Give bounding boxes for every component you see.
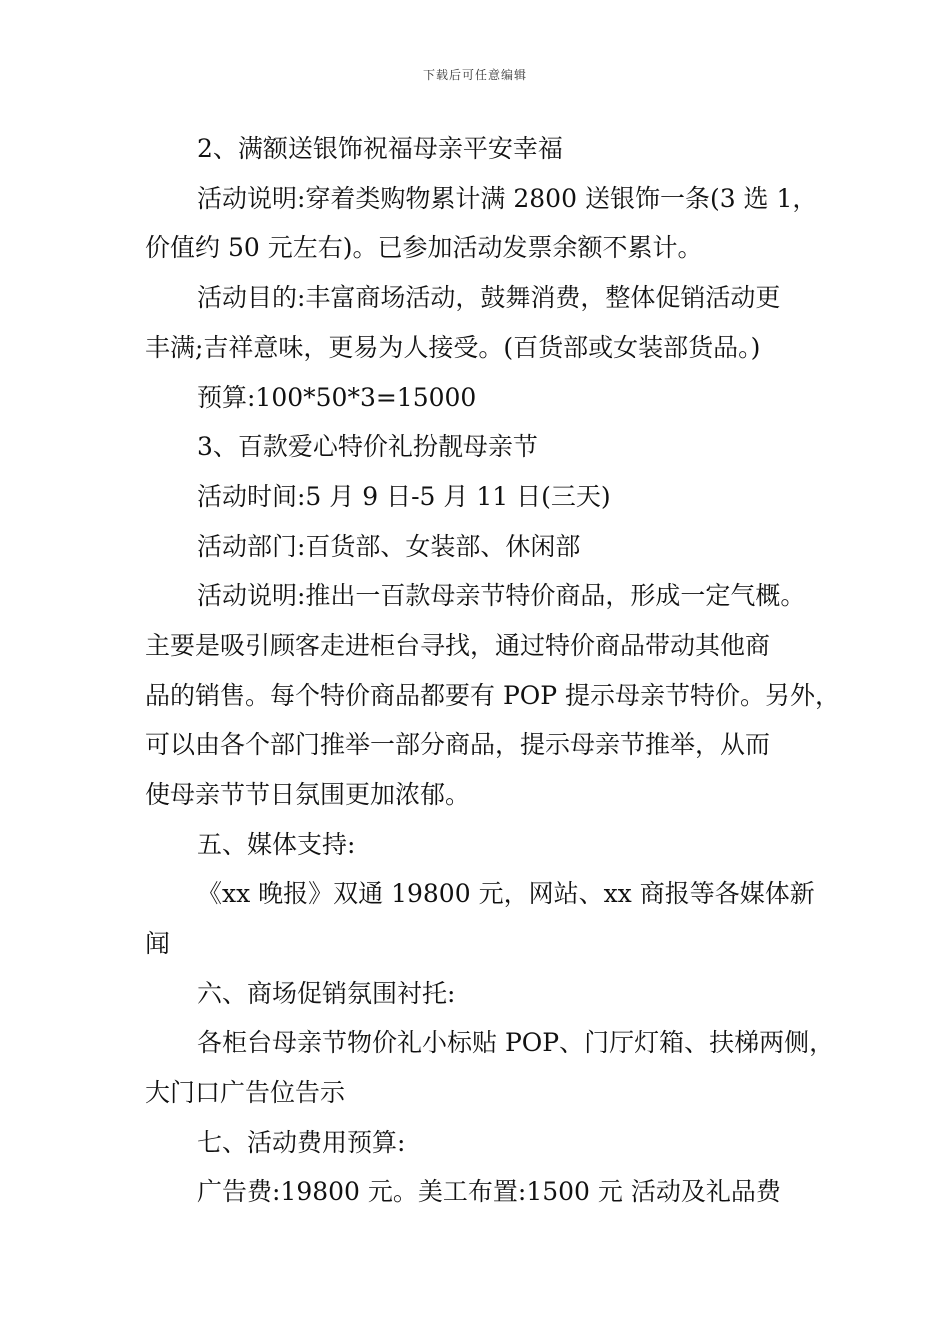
text-line: 2、满额送银饰祝福母亲平安幸福 — [197, 134, 563, 163]
text-line: 六、商场促销氛围衬托: — [197, 979, 456, 1008]
text-line: 品的销售。每个特价商品都要有 POP 提示母亲节特价。另外， — [145, 681, 841, 710]
text-line: 价值约 50 元左右)。已参加活动发票余额不累计。 — [145, 233, 703, 262]
text-line: 预算:100*50*3=15000 — [197, 383, 477, 412]
text-line: 《xx 晚报》双通 19800 元，网站、xx 商报等各媒体新 — [197, 879, 815, 908]
text-line: 可以由各个部门推举一部分商品，提示母亲节推举，从而 — [145, 730, 771, 759]
text-line: 活动目的:丰富商场活动，鼓舞消费，整体促销活动更 — [197, 283, 781, 312]
text-line: 五、媒体支持: — [197, 830, 356, 859]
text-line: 广告费:19800 元。美工布置:1500 元 活动及礼品费 — [197, 1177, 781, 1206]
text-line: 使母亲节节日氛围更加浓郁。 — [145, 780, 471, 809]
text-line: 丰满;吉祥意味，更易为人接受。(百货部或女装部货品。) — [145, 333, 761, 362]
page-header-watermark: 下载后可任意编辑 — [422, 68, 527, 82]
text-line: 活动部门:百货部、女装部、休闲部 — [197, 532, 581, 561]
text-line: 大门口广告位告示 — [145, 1078, 346, 1107]
text-line: 各柜台母亲节物价礼小标贴 POP、门厅灯箱、扶梯两侧， — [197, 1028, 835, 1057]
text-line: 活动说明:穿着类购物累计满 2800 送银饰一条(3 选 1， — [197, 184, 818, 213]
text-line: 3、百款爱心特价礼扮靓母亲节 — [197, 432, 538, 461]
text-line: 活动说明:推出一百款母亲节特价商品，形成一定气概。 — [197, 581, 806, 610]
text-line: 主要是吸引顾客走进柜台寻找，通过特价商品带动其他商 — [145, 631, 771, 660]
text-line: 活动时间:5 月 9 日-5 月 11 日(三天) — [197, 482, 611, 511]
text-line: 七、活动费用预算: — [197, 1128, 406, 1157]
text-line: 闻 — [145, 929, 171, 958]
